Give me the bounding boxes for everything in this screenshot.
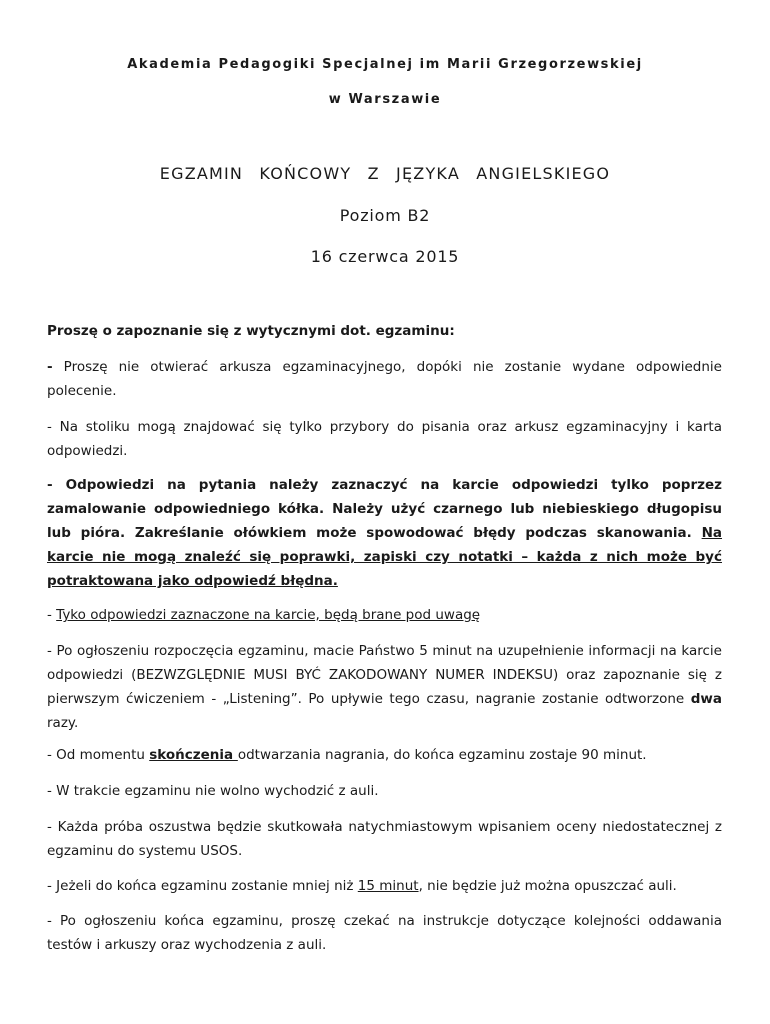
instruction-1 <box>47 355 722 403</box>
instruction-5-text-b: razy. <box>47 715 79 731</box>
instruction-6 <box>47 743 722 767</box>
instruction-9-text-b: , nie będzie już można opuszczać auli. <box>418 878 677 894</box>
instruction-4 <box>47 603 722 627</box>
exam-title: EGZAMIN KOŃCOWY Z JĘZYKA ANGIELSKIEGO <box>159 164 611 183</box>
exam-level: Poziom B2 <box>339 206 431 225</box>
instruction-9-underlined: 15 minut <box>357 878 419 894</box>
instruction-3 <box>47 473 722 593</box>
exam-date: 16 czerwca 2015 <box>310 247 460 266</box>
instruction-5-bold: dwa <box>690 691 722 707</box>
instruction-10: - Po ogłoszeniu końca egzaminu, proszę czekać na instrukcje dotyczące kolejności oddawania testów i arkuszy oraz wychodzenia z auli. <box>47 913 722 953</box>
instruction-4-dash: - <box>47 607 57 623</box>
instruction-6-bold-underlined: skończenia <box>149 747 238 763</box>
institution-name: Akademia Pedagogiki Specjalnej im Marii Grzegorzewskiej <box>127 57 643 72</box>
instruction-5 <box>47 639 722 735</box>
instruction-1-text: Proszę nie otwierać arkusza egzaminacyjnego, dopóki nie zostanie wydane odpowiednie polecenie. <box>47 359 722 399</box>
instructions-heading: Proszę o zapoznanie się z wytycznymi dot. egzaminu: <box>47 323 455 339</box>
instruction-9-text-a: - Jeżeli do końca egzaminu zostanie mniej niż <box>47 878 358 894</box>
instruction-1-dash: - <box>47 359 53 375</box>
institution-city: w Warszawie <box>328 92 442 107</box>
instruction-3-underlined: Na karcie nie mogą znaleźć się poprawki, zapiski czy notatki – każda z nich może być potraktowana jako odpowiedź błędna. <box>47 525 723 589</box>
instruction-8: - Każda próba oszustwa będzie skutkowała natychmiastowym wpisaniem oceny niedostatecznej z egzaminu do systemu USOS. <box>47 819 722 859</box>
instruction-6-text-a: - Od momentu <box>47 747 150 763</box>
instruction-5-text-a: - Po ogłoszeniu rozpoczęcia egzaminu, macie Państwo 5 minut na uzupełnienie informacji na karcie odpowiedzi (BEZWZGLĘDNIE MUSI BYĆ ZAKODOWANY NUMER INDEKSU) oraz zapoznanie się z pierwszym ćwiczeniem - „Listening”. Po upływie tego czasu, nagranie zostanie odtworzone <box>47 643 722 707</box>
instruction-3-text: - Odpowiedzi na pytania należy zaznaczyć na karcie odpowiedzi tylko poprzez zamalowanie odpowiedniego kółka. Należy użyć czarnego lub niebieskiego długopisu lub pióra. Zakreślanie ołówkiem może spowodować błędy podczas skanowania. <box>47 477 722 541</box>
instruction-9 <box>47 874 722 898</box>
instruction-6-text-b: odtwarzania nagrania, do końca egzaminu zostaje 90 minut. <box>237 747 647 763</box>
instruction-7: - W trakcie egzaminu nie wolno wychodzić z auli. <box>47 783 379 799</box>
instruction-4-underlined: Tyko odpowiedzi zaznaczone na karcie, będą brane pod uwagę <box>56 607 481 623</box>
instruction-2: - Na stoliku mogą znajdować się tylko przybory do pisania oraz arkusz egzaminacyjny i karta odpowiedzi. <box>47 419 722 459</box>
